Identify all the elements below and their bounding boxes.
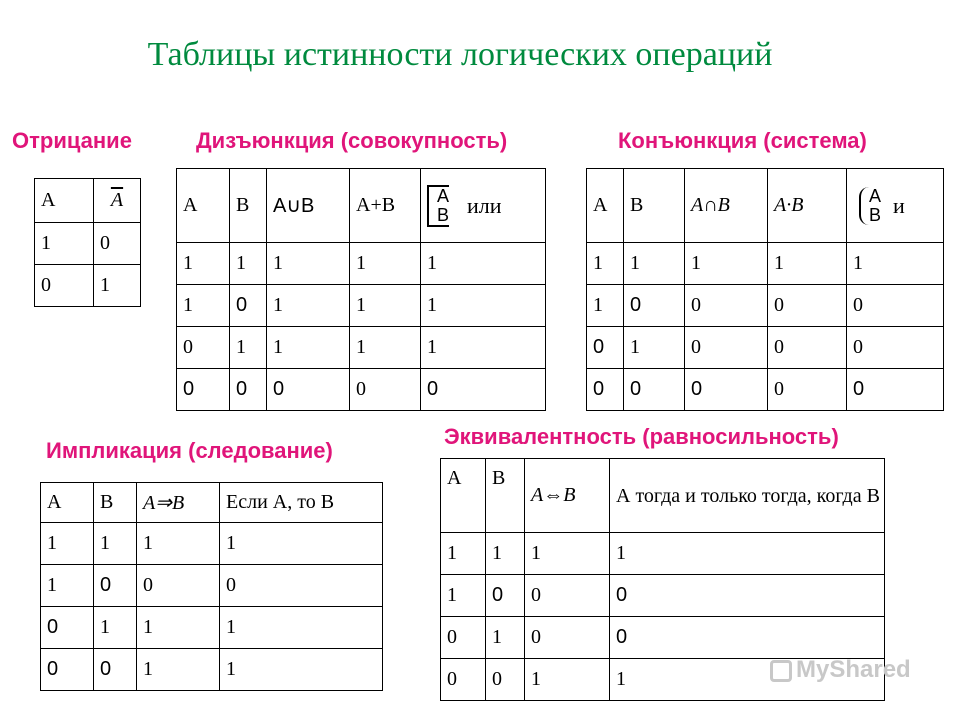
cell: 0 (624, 285, 685, 327)
cell: 1 (421, 285, 546, 327)
cell: 1 (525, 659, 610, 701)
cell: 1 (267, 327, 350, 369)
cell: 1 (137, 523, 220, 565)
header-iff: А тогда и только тогда, когда В (610, 459, 885, 533)
conjunction-table (586, 168, 944, 411)
cell: 0 (267, 369, 350, 411)
disjunction-heading: Дизъюнкция (совокупность) (196, 128, 508, 153)
cell: 1 (350, 243, 421, 285)
header-implies: A⇒B (137, 483, 220, 523)
negation-heading: Отрицание (12, 128, 132, 153)
cell: 0 (230, 369, 267, 411)
header-a: A (177, 169, 230, 243)
cell: 0 (177, 327, 230, 369)
cell: 1 (220, 523, 383, 565)
cell: 1 (441, 575, 486, 617)
or-word: или (467, 192, 502, 218)
cell: 0 (768, 369, 847, 411)
cell: 1 (41, 523, 94, 565)
cell: 0 (137, 565, 220, 607)
cell: 1 (35, 223, 94, 265)
header-union: A∪B (267, 169, 350, 243)
cell: 1 (230, 243, 267, 285)
and-word: и (893, 192, 905, 218)
brace-system: A B (859, 187, 881, 225)
cell: 0 (685, 327, 768, 369)
cell: 0 (685, 369, 768, 411)
cell: 0 (587, 369, 624, 411)
cell: 0 (587, 327, 624, 369)
cell: 0 (94, 565, 137, 607)
header-product: A·B (768, 169, 847, 243)
cell: 1 (177, 285, 230, 327)
cell: 0 (847, 369, 944, 411)
cell: 1 (41, 565, 94, 607)
cell: 1 (525, 533, 610, 575)
cell: 0 (220, 565, 383, 607)
cell: 1 (624, 327, 685, 369)
equivalence-heading: Эквивалентность (равносильность) (444, 424, 839, 449)
cell: 1 (177, 243, 230, 285)
cell: 1 (685, 243, 768, 285)
cell: 0 (94, 223, 141, 265)
cell: 1 (587, 243, 624, 285)
cell: 0 (41, 607, 94, 649)
bracket-system: A B (427, 185, 449, 227)
cell: 1 (350, 285, 421, 327)
cell: 0 (768, 285, 847, 327)
header-not-a: $\overline{A}$ (94, 179, 141, 223)
cell: 1 (94, 607, 137, 649)
cell: 1 (610, 659, 885, 701)
cell: 1 (267, 285, 350, 327)
cell: 1 (220, 649, 383, 691)
header-a: A (587, 169, 624, 243)
cell: 1 (220, 607, 383, 649)
cell: 0 (441, 617, 486, 659)
header-or-bracket (421, 169, 546, 243)
cell: 1 (421, 327, 546, 369)
cell: 0 (610, 575, 885, 617)
disjunction-table (176, 168, 546, 411)
cell: 1 (137, 649, 220, 691)
header-b: B (230, 169, 267, 243)
conjunction-heading: Конъюнкция (система) (618, 128, 867, 153)
cell: 1 (267, 243, 350, 285)
cell: 1 (486, 533, 525, 575)
cell: 1 (610, 533, 885, 575)
cell: 1 (441, 533, 486, 575)
cell: 0 (624, 369, 685, 411)
header-a: A (441, 459, 486, 533)
cell: 0 (230, 285, 267, 327)
cell: 1 (587, 285, 624, 327)
cell: 1 (350, 327, 421, 369)
implication-heading: Импликация (следование) (46, 438, 333, 463)
header-plus: A+B (350, 169, 421, 243)
cell: 0 (441, 659, 486, 701)
implication-table (40, 482, 383, 691)
header-intersection: A∩B (685, 169, 768, 243)
cell: 1 (230, 327, 267, 369)
negation-table (34, 178, 141, 307)
presentation-icon (770, 660, 792, 682)
cell: 0 (41, 649, 94, 691)
cell: 1 (137, 607, 220, 649)
cell: 1 (94, 265, 141, 307)
cell: 0 (685, 285, 768, 327)
header-equivalent: A⇔B (525, 459, 610, 533)
cell: 0 (421, 369, 546, 411)
header-if-then: Если А, то В (220, 483, 383, 523)
cell: 1 (421, 243, 546, 285)
cell: 0 (768, 327, 847, 369)
cell: 0 (847, 285, 944, 327)
cell: 0 (486, 659, 525, 701)
header-b: B (624, 169, 685, 243)
cell: 1 (94, 523, 137, 565)
watermark-logo: MyShared (770, 656, 911, 684)
header-and-bracket (847, 169, 944, 243)
cell: 0 (350, 369, 421, 411)
cell: 1 (486, 617, 525, 659)
cell: 0 (486, 575, 525, 617)
header-b: B (94, 483, 137, 523)
header-a: A (35, 179, 94, 223)
cell: 1 (624, 243, 685, 285)
header-b: B (486, 459, 525, 533)
cell: 1 (768, 243, 847, 285)
cell: 0 (847, 327, 944, 369)
page-title: Таблицы истинности логических операций (147, 36, 773, 73)
cell: 0 (525, 617, 610, 659)
cell: 0 (94, 649, 137, 691)
cell: 0 (525, 575, 610, 617)
header-a: A (41, 483, 94, 523)
cell: 0 (35, 265, 94, 307)
cell: 0 (177, 369, 230, 411)
cell: 1 (847, 243, 944, 285)
cell: 0 (610, 617, 885, 659)
